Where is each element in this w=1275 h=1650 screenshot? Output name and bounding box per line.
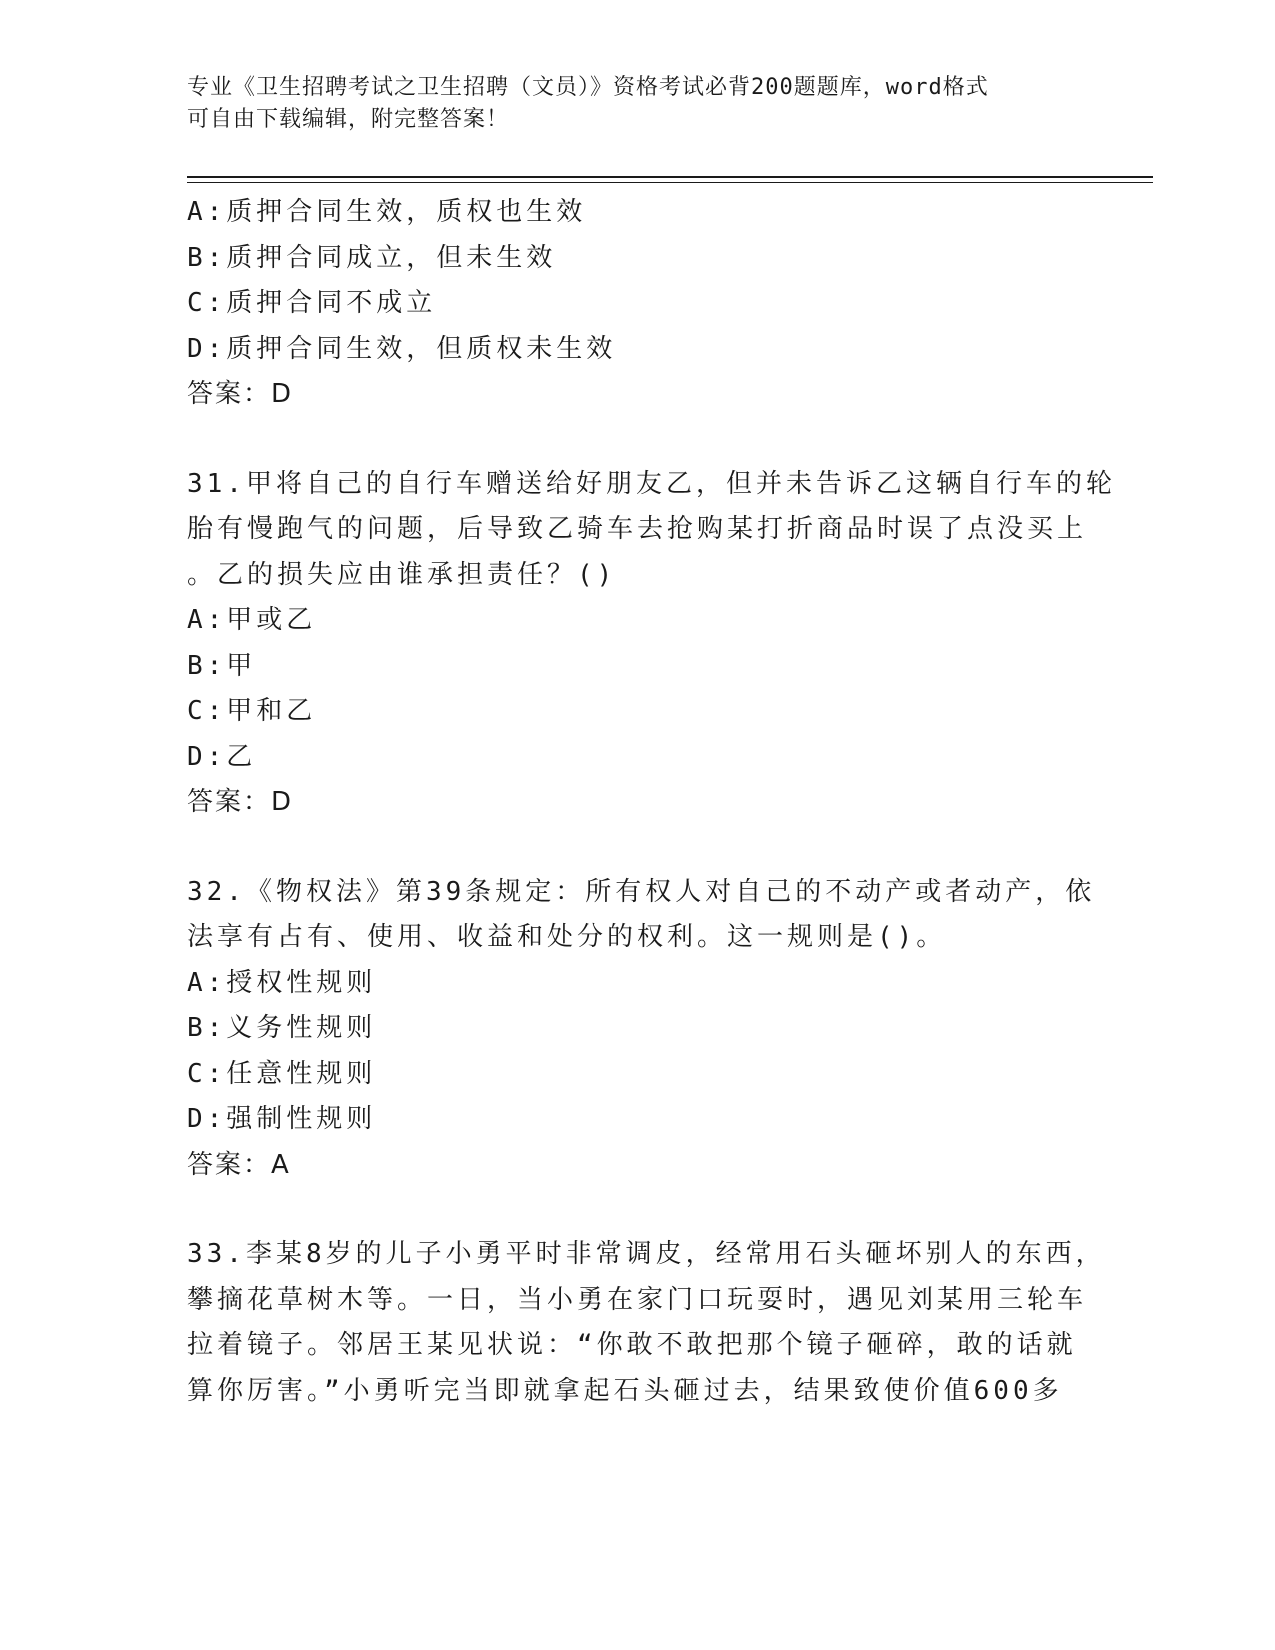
option-d: D:质押合同生效，但质权未生效 (187, 333, 617, 364)
question-text-line: 31.甲将自己的自行车赠送给好朋友乙，但并未告诉乙这辆自行车的轮 (187, 468, 1116, 499)
question-text-line: 算你厉害。”小勇听完当即就拿起石头砸过去，结果致使价值600多 (187, 1375, 1063, 1406)
question-32 (187, 870, 1096, 1189)
header-divider-thick (187, 176, 1153, 178)
answer-line: 答案：A (187, 1149, 291, 1180)
option-b: B:义务性规则 (187, 1013, 377, 1043)
option-b: B:甲 (187, 650, 257, 681)
question-31 (187, 462, 1116, 826)
question-text-line: 。乙的损失应由谁承担责任？() (187, 559, 617, 590)
question-30 (187, 190, 1087, 418)
option-c: C:质押合同不成立 (187, 288, 437, 318)
question-text-line: 拉着镜子。邻居王某见状说：“你敢不敢把那个镜子砸碎，敢的话就 (187, 1330, 1077, 1360)
option-d: D:强制性规则 (187, 1104, 377, 1134)
question-33 (187, 1232, 1106, 1414)
question-text-line: 胎有慢跑气的问题，后导致乙骑车去抢购某打折商品时误了点没买上 (187, 514, 1088, 544)
header-line-1: 专业《卫生招聘考试之卫生招聘（文员）》资格考试必背200题题库，word格式 (187, 75, 989, 100)
answer-line: 答案：D (187, 379, 294, 409)
question-text-line: 32.《物权法》第39条规定：所有权人对自己的不动产或者动产，依 (187, 876, 1096, 907)
document-header (187, 72, 1067, 136)
question-text-line: 33.李某8岁的儿子小勇平时非常调皮，经常用石头砸坏别人的东西， (187, 1239, 1106, 1269)
option-a: A:授权性规则 (187, 967, 377, 998)
question-text-line: 攀摘花草树木等。一日，当小勇在家门口玩耍时，遇见刘某用三轮车 (187, 1284, 1088, 1315)
option-a: A:甲或乙 (187, 605, 317, 635)
answer-line: 答案：D (187, 787, 294, 817)
option-c: C:任意性规则 (187, 1058, 377, 1089)
option-d: D:乙 (187, 741, 257, 772)
question-text-line: 法享有占有、使用、收益和处分的权利。这一规则是()。 (187, 922, 947, 952)
question-list (187, 190, 1116, 1414)
header-divider-thin (187, 182, 1153, 183)
option-a: A:质押合同生效，质权也生效 (187, 197, 587, 227)
header-line-2: 可自由下载编辑，附完整答案！ (187, 107, 510, 132)
option-b: B:质押合同成立，但未生效 (187, 242, 557, 273)
option-c: C:甲和乙 (187, 696, 317, 726)
